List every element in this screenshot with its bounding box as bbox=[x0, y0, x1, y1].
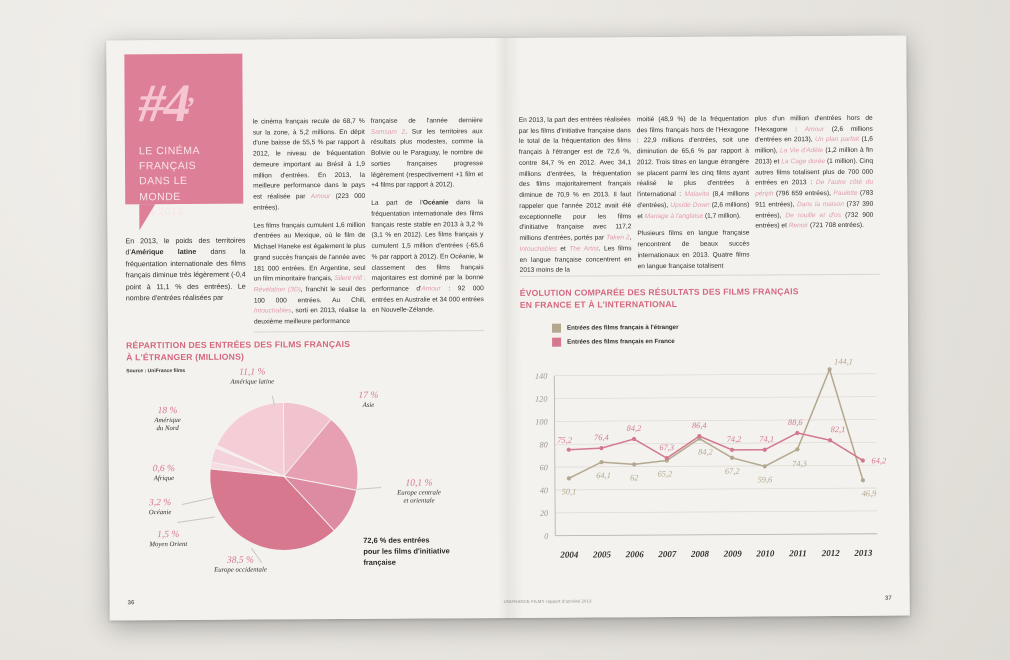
data-point bbox=[763, 448, 767, 452]
data-point bbox=[827, 367, 831, 371]
pie-svg bbox=[208, 401, 359, 552]
gridline bbox=[555, 534, 877, 536]
pie-value: 11,1 % bbox=[239, 367, 266, 378]
kicker-line-2: DANS LE MONDE bbox=[139, 175, 188, 203]
column-divider bbox=[254, 330, 484, 332]
body-column-2 bbox=[371, 116, 484, 324]
line-chart-plot bbox=[520, 357, 893, 566]
data-label: 82,1 bbox=[830, 425, 846, 435]
paragraph: En 2013, la part des entrées réalisées par les films d'initiative française dans le total de la fréquentation des films français à l'étranger est de 72,6 %, contre 84,7 % en 2012. Avec 34,1 millions d'entrées, la fréquentation des films majoritairement français diminue de 70,9 % en 2013. Il faut rappeler que l'année 2012 avait été exceptionnelle pour les films d'initiative française avec 117,2 millions d'entrées, portés par Taken 2, Intouchables et The Artist. Les films en langue française concentrent en 2013 moins de la bbox=[518, 116, 632, 275]
film-title: Dans la maison bbox=[796, 200, 844, 209]
data-point bbox=[599, 460, 603, 464]
pie-title-line-2: À L'ÉTRANGER (MILLIONS) bbox=[126, 351, 245, 363]
film-title: Amour bbox=[804, 125, 825, 133]
data-point bbox=[567, 448, 571, 452]
legend-item-france bbox=[552, 335, 900, 346]
film-title: La Vie d'Adèle bbox=[779, 147, 824, 155]
body-column-5 bbox=[755, 114, 874, 240]
legend-label: Entrées des films français en France bbox=[567, 337, 675, 346]
pie-value: 0,6 % bbox=[152, 464, 175, 475]
data-point bbox=[795, 431, 799, 435]
pie-value: 10,1 % bbox=[405, 478, 433, 489]
film-title: Silent Hill : Révélation (3D) bbox=[253, 275, 366, 294]
page-left bbox=[106, 38, 510, 620]
y-axis-tick-label: 120 bbox=[535, 394, 548, 404]
data-point bbox=[632, 437, 636, 441]
film-title: Intouchables bbox=[253, 307, 292, 316]
film-title: Un plan parfait bbox=[815, 136, 860, 144]
film-title: The Artist bbox=[569, 245, 599, 253]
paragraph: plus d'un million d'entrées hors de l'Hexagone : Amour (2,6 millions d'entrées en 2013), Un plan parfait (1,6 million), La Vie d'Adèle (1,2 million à fin 2013) et La Cage dorée (1 million). Cinq autres films totalisent plus de 700 000 entrées en 2013 : De l'autre côté du périph (796 659 entrées), Paulette (783 911 entrées), Dans la maison (737 390 entrées), De rouille et d'os (732 900 entrées) et Renoir (721 708 entrées). bbox=[754, 114, 874, 230]
film-title: Malavita bbox=[684, 190, 710, 199]
speech-bubble-tail bbox=[139, 204, 165, 230]
body-column-3 bbox=[519, 115, 632, 284]
pie-label-amerique-latine bbox=[198, 367, 306, 387]
issue-badge bbox=[124, 54, 243, 219]
pie-name: Amérique du Nord bbox=[154, 416, 181, 433]
body-column-1 bbox=[253, 117, 366, 336]
pie-name: Océanie bbox=[148, 508, 172, 517]
x-axis-tick-label: 2007 bbox=[658, 548, 677, 560]
data-label: 59,6 bbox=[757, 475, 773, 485]
data-point bbox=[567, 476, 571, 480]
folio-left: 36 bbox=[127, 600, 135, 607]
film-title: De rouille et d'os bbox=[785, 211, 842, 219]
data-point bbox=[697, 434, 701, 438]
line-title-line-1: ÉVOLUTION COMPARÉE DES RÉSULTATS DES FILMS FRANÇAIS bbox=[519, 286, 799, 298]
paragraph: La part de l'Océanie dans la fréquentation internationale des films français reste stable en 2013 à 3,2 % (3,1 % en 2012). Les films français y cumulent 1,5 million d'entrées (-65,6 % par rapport à 2012). En Océanie, le classement des films français majoritaires est dominé par la bonne performance d'Amour : 92 000 entrées en Australie et 34 000 entrées en Nouvelle-Zélande. bbox=[371, 199, 484, 315]
kicker-line-3: EN 2013 bbox=[139, 205, 184, 219]
data-label: 75,2 bbox=[557, 435, 573, 445]
line-chart-block bbox=[520, 286, 902, 588]
data-label: 46,9 bbox=[861, 489, 877, 499]
data-label: 88,6 bbox=[787, 417, 803, 428]
legend-item-etranger bbox=[552, 321, 900, 332]
film-title: Amour bbox=[310, 193, 331, 201]
pie-title-line-1: RÉPARTITION DES ENTRÉES DES FILMS FRANÇAIS bbox=[126, 338, 351, 351]
data-label: 50,1 bbox=[561, 487, 577, 497]
data-point bbox=[795, 447, 799, 451]
film-title: La Cage dorée bbox=[781, 157, 826, 166]
y-axis-tick-label: 60 bbox=[539, 463, 548, 473]
data-label: 62 bbox=[630, 473, 639, 483]
film-title: Taken 2 bbox=[606, 234, 630, 242]
gridline bbox=[555, 465, 877, 467]
data-point bbox=[632, 462, 636, 466]
y-axis bbox=[554, 376, 555, 536]
data-label: 67,2 bbox=[724, 466, 740, 476]
x-axis-tick-label: 2008 bbox=[691, 548, 710, 559]
data-label: 64,1 bbox=[596, 471, 611, 481]
kicker-line-1: LE CINÉMA FRANÇAIS bbox=[138, 144, 200, 173]
pie-label-afrique bbox=[125, 464, 203, 484]
pie-label-moyen-orient bbox=[125, 530, 211, 550]
y-axis-tick-label: 100 bbox=[535, 417, 548, 427]
page-right bbox=[503, 36, 910, 618]
data-point bbox=[861, 478, 865, 482]
paragraph: Les films français cumulent 1,6 million d'entrées au Mexique, où le film de Michael Haneke est également le plus grand succès français de l'année avec 181 000 entrées. En Argentine, seul un film minoritaire français, Silent Hill : Révélation (3D), franchit le seuil des 100 000 entrées. Au Chili, Intouchables, sorti en 2013, réalise la deuxième meilleure performance bbox=[253, 221, 366, 326]
intro-bold: Amérique latine bbox=[130, 248, 197, 257]
data-point bbox=[861, 458, 865, 462]
x-axis-tick-label: 2013 bbox=[854, 547, 873, 558]
y-axis-tick-label: 0 bbox=[544, 531, 549, 541]
pie-label-europe-occidentale bbox=[185, 555, 295, 575]
magazine-spread bbox=[106, 36, 910, 621]
legend-label: Entrées des films français à l'étranger bbox=[566, 323, 679, 332]
film-title: Mariage à l'anglaise bbox=[644, 212, 704, 220]
pie-name: Asie bbox=[362, 401, 375, 409]
pie-name: Amérique latine bbox=[230, 378, 275, 386]
pie-label-oceanie bbox=[121, 498, 199, 518]
gridline bbox=[554, 397, 876, 399]
line-series bbox=[568, 369, 863, 485]
gridline bbox=[555, 511, 877, 513]
data-point bbox=[599, 446, 603, 450]
pie-value: 1,5 % bbox=[157, 530, 180, 541]
pie-value: 38,5 % bbox=[226, 555, 254, 566]
film-title: Paulette bbox=[833, 190, 858, 198]
x-axis-tick-label: 2006 bbox=[625, 549, 644, 560]
data-label: 65,2 bbox=[657, 469, 673, 479]
pie-chart-block bbox=[126, 338, 488, 600]
pie-name: Afrique bbox=[153, 474, 175, 483]
pie-name: Europe occidentale bbox=[214, 566, 267, 574]
pie-chart-source: Source : UniFrance films bbox=[126, 367, 186, 375]
pie-name: Moyen Orient bbox=[149, 540, 188, 549]
film-title: Upside Down bbox=[670, 201, 710, 209]
pie-label-asie bbox=[338, 391, 398, 410]
data-label: 74,1 bbox=[759, 434, 775, 444]
data-point bbox=[730, 448, 734, 452]
footnote: UNIFRANCE FILMS rapport d'activité 2013 bbox=[503, 598, 592, 605]
callout-line-1: 72,6 % des entrées bbox=[363, 535, 430, 545]
x-axis-tick-label: 2012 bbox=[821, 547, 840, 559]
pie-chart-title bbox=[126, 338, 486, 364]
data-point bbox=[665, 456, 669, 460]
paragraph: française de l'année dernière Samsam 2. Sur les territoires aux résultats plus modestes, comme la Bolivie ou le Paraguay, le nombre de sorties françaises progresse légèrement (respectivement +1 film et +4 films par rapport à 2012). bbox=[370, 117, 484, 190]
folio-right: 37 bbox=[884, 595, 892, 602]
intro-paragraph bbox=[125, 236, 245, 306]
y-axis-tick-label: 80 bbox=[539, 440, 548, 450]
issue-number-text: #4, bbox=[138, 72, 195, 134]
data-point bbox=[730, 456, 734, 460]
body-column-4 bbox=[637, 115, 750, 280]
pie-chart-graphic bbox=[208, 401, 359, 552]
x-axis-tick-label: 2010 bbox=[756, 548, 775, 559]
pie-value: 18 % bbox=[157, 406, 178, 417]
x-axis-tick-label: 2011 bbox=[789, 548, 807, 559]
film-title: Renoir bbox=[788, 222, 809, 230]
data-label: 64,2 bbox=[871, 456, 887, 466]
data-label: 144,1 bbox=[834, 357, 853, 367]
issue-number bbox=[124, 54, 242, 134]
pie-label-amerique-du-nord bbox=[124, 406, 210, 434]
film-title: Amour bbox=[421, 285, 441, 293]
pie-callout bbox=[363, 534, 483, 568]
callout-line-2: pour les films d'initiative bbox=[363, 546, 450, 556]
pie-name: Europe centrale et orientale bbox=[397, 489, 441, 505]
pie-value: 17 % bbox=[358, 390, 379, 401]
x-axis-tick-label: 2004 bbox=[560, 549, 579, 560]
x-axis-tick-label: 2009 bbox=[723, 548, 742, 559]
y-axis-tick-label: 140 bbox=[534, 371, 548, 381]
data-label: 76,4 bbox=[593, 433, 609, 443]
data-label: 84,2 bbox=[626, 423, 642, 434]
line-chart-legend bbox=[552, 321, 900, 346]
film-title: De l'autre côté du périph bbox=[755, 179, 874, 198]
legend-swatch-etranger bbox=[552, 323, 561, 332]
paragraph: le cinéma français recule de 68,7 % sur la zone, à 5,2 millions. En dépit d'une baisse de 55,5 % par rapport à 2012, le niveau de fréquentation demeure important au Brésil à 1,9 million d'entrées. En 2013, la meilleure performance dans le pays est réalisée par Amour (223 000 entrées). bbox=[252, 117, 366, 212]
callout-line-3: française bbox=[363, 557, 396, 568]
data-label: 74,3 bbox=[792, 459, 807, 469]
x-axis-tick-label: 2005 bbox=[593, 549, 612, 560]
data-label: 84,2 bbox=[698, 447, 713, 457]
data-point bbox=[828, 438, 832, 442]
pie-value: 3,2 % bbox=[148, 498, 172, 509]
line-chart-title bbox=[520, 286, 900, 312]
line-title-line-2: EN FRANCE ET À L'INTERNATIONAL bbox=[519, 298, 678, 310]
film-title: Intouchables bbox=[519, 245, 557, 253]
gridline bbox=[555, 419, 877, 421]
pie-label-europe-centrale bbox=[371, 478, 467, 506]
intro-text-post: dans la fréquentation internationale des films français diminue très légèrement (-0,4 point à 11,1 % des entrées). Le nombre d'entrées réalisées par bbox=[125, 248, 246, 303]
paragraph: Plusieurs films en langue française rencontrent de beaux succès internationaux en 2013. Quatre films en langue française totalisent bbox=[637, 229, 750, 270]
intro-text-pre: En 2013, le poids des territoires d' bbox=[125, 236, 246, 257]
data-point bbox=[763, 464, 767, 468]
legend-swatch-france bbox=[552, 337, 561, 346]
paragraph: moitié (48,9 %) de la fréquentation des films français hors de l'Hexagone : 22,9 millions d'entrées, soit une diminution de 65,6 % par rapport à 2012. Trois titres en langue étrangère se placent parmi les cinq films ayant réalisé le plus d'entrées à l'international : Malavita (8,4 millions d'entrées), Upside Down (2,6 millions) et Mariage à l'anglaise (1,7 million). bbox=[636, 115, 750, 220]
data-label: 86,4 bbox=[691, 421, 707, 431]
y-axis-tick-label: 20 bbox=[539, 508, 549, 518]
y-axis-tick-label: 40 bbox=[539, 486, 549, 496]
film-title: Samsam 2 bbox=[370, 128, 406, 136]
line-svg bbox=[520, 357, 893, 566]
gridline bbox=[555, 488, 877, 490]
data-label: 67,3 bbox=[659, 443, 675, 453]
data-label: 74,2 bbox=[726, 434, 742, 444]
